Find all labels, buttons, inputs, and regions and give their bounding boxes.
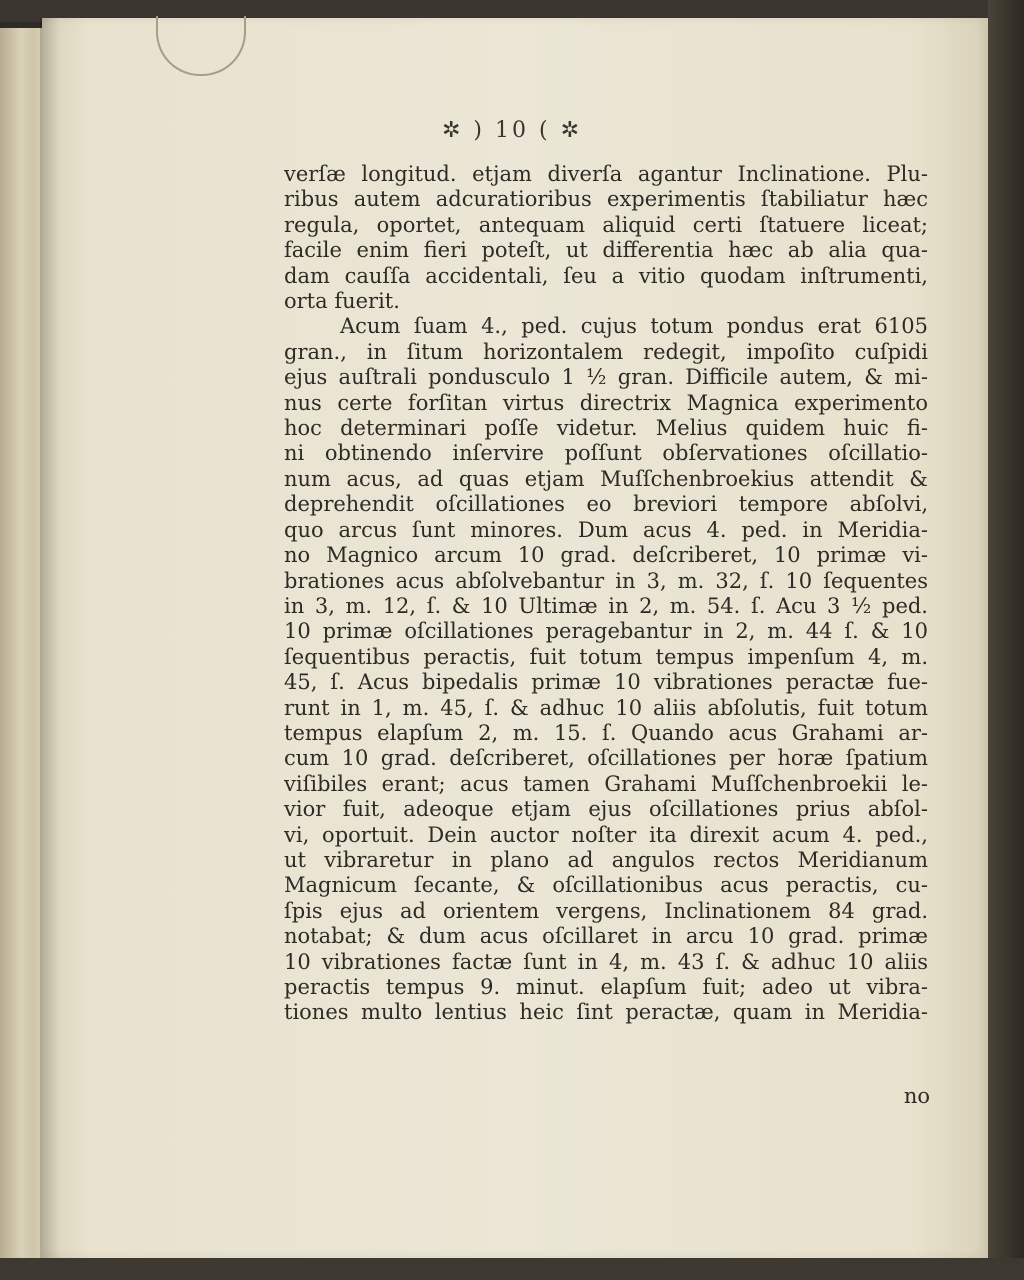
text-line: notabat; & dum acus oſcillaret in arcu 10 grad. primæ (284, 924, 928, 949)
spine-shadow (40, 18, 60, 1258)
text-line: ut vibraretur in plano ad angulos rectos Meridianum (284, 847, 928, 872)
catchword: no (903, 1084, 930, 1108)
text-line: hoc determinari poſſe videtur. Melius quidem huic fi- (284, 416, 928, 441)
text-line: ni obtinendo inſervire poſſunt obſervationes oſcillatio- (284, 441, 928, 466)
text-line: ribus autem adcuratioribus experimentis ſtabiliatur hæc (284, 187, 928, 212)
text-line: Magnicum ſecante, & oſcillationibus acus peractis, cu- (284, 873, 928, 898)
text-line: vior fuit, adeoque etjam ejus oſcillationes prius abſol- (284, 797, 928, 822)
text-line: brationes acus abſolvebantur in 3, m. 32, ſ. 10 ſequentes (284, 568, 928, 593)
text-line: 10 vibrationes factæ ſunt in 4, m. 43 ſ. & adhuc 10 aliis (284, 949, 928, 974)
text-line: tempus elapſum 2, m. 15. ſ. Quando acus Grahami ar- (284, 720, 928, 745)
text-line: num acus, ad quas etjam Muſſchenbroekius attendit & (284, 466, 928, 491)
text-line: verſæ longitud. etjam diverſa agantur Inclinatione. Plu- (284, 162, 928, 186)
text-line: ejus auſtrali pondusculo 1 ½ gran. Difficile autem, & mi- (284, 365, 928, 390)
body-text (284, 162, 928, 1026)
page-header: ✲ ) 10 ( ✲ (442, 118, 582, 143)
scan-bottom-border (0, 1258, 1024, 1280)
text-line: ſpis ejus ad orientem vergens, Inclinationem 84 grad. (284, 898, 928, 923)
text-line: gran., in ſitum horizontalem redegit, impoſito cuſpidi (284, 339, 928, 364)
text-line: in 3, m. 12, ſ. & 10 Ultimæ in 2, m. 54. ſ. Acu 3 ½ ped. (284, 593, 928, 618)
text-line: cum 10 grad. deſcriberet, oſcillationes per horæ ſpatium (284, 746, 928, 771)
text-line: nus certe forſitan virtus directrix Magnica experimento (284, 390, 928, 415)
text-line: no Magnico arcum 10 grad. deſcriberet, 10 primæ vi- (284, 543, 928, 568)
text-line: peractis tempus 9. minut. elapſum fuit; adeo ut vibra- (284, 975, 928, 999)
text-line: facile enim fieri poteſt, ut differentia hæc ab alia qua- (284, 238, 928, 263)
text-line: ſequentibus peractis, fuit totum tempus impenſum 4, m. (284, 644, 928, 669)
text-line: 10 primæ oſcillationes peragebantur in 2, m. 44 ſ. & 10 (284, 619, 928, 644)
text-line: regula, oportet, antequam aliquid certi ſtatuere liceat; (284, 212, 928, 237)
text-line: Acum ſuam 4., ped. cujus totum pondus erat 6105 (340, 314, 928, 339)
text-line: vi, oportuit. Dein auctor noſter ita direxit acum 4. ped., (284, 822, 928, 847)
scan-right-border (988, 0, 1024, 1280)
text-line: 45, ſ. Acus bipedalis primæ 10 vibrationes peractæ fue- (284, 670, 928, 695)
text-line: quo arcus ſunt minores. Dum acus 4. ped. in Meridia- (284, 517, 928, 542)
text-line: deprehendit oſcillationes eo breviori tempore abſolvi, (284, 492, 928, 517)
text-line: viſibiles erant; acus tamen Grahami Muſſchenbroekii le- (284, 771, 928, 796)
text-line: dam cauſſa accidentali, ſeu a vitio quodam inſtrumenti, (284, 263, 928, 288)
text-line: orta fuerit. (284, 289, 400, 314)
text-line: runt in 1, m. 45, ſ. & adhuc 10 aliis abſolutis, fuit totum (284, 695, 928, 720)
text-line: tiones multo lentius heic ſint peractæ, quam in Meridia- (284, 1000, 928, 1025)
